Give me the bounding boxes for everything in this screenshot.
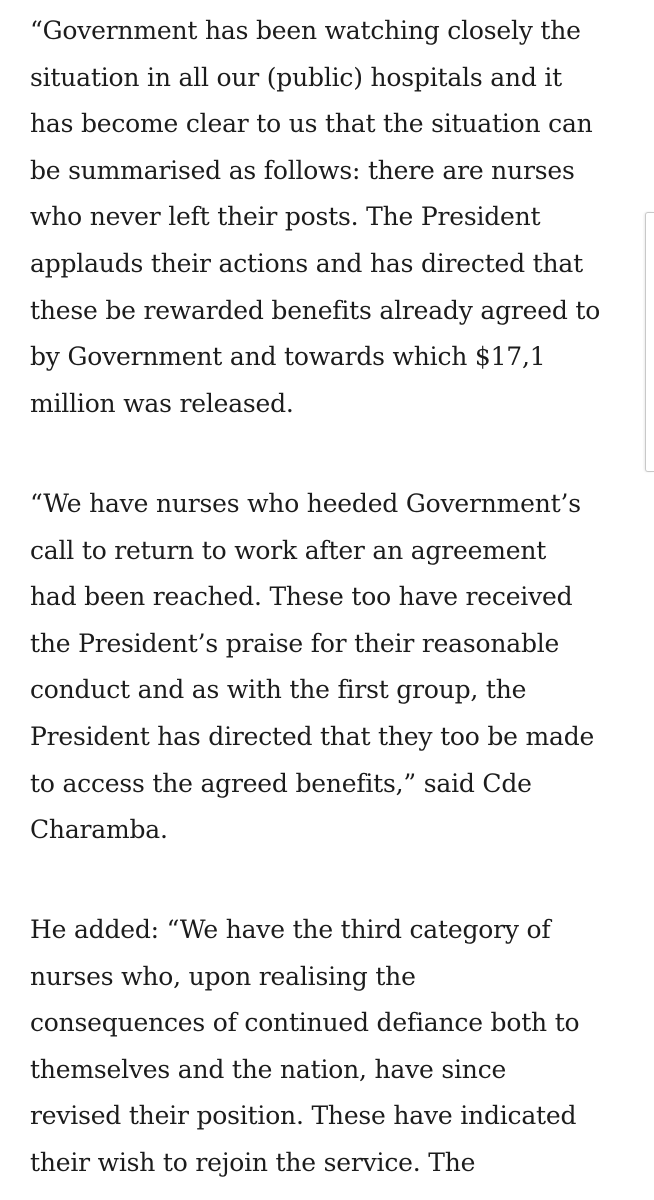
paragraph-line: themselves and the nation, have since bbox=[30, 1054, 507, 1084]
paragraph-line: “Government has been watching closely the bbox=[30, 16, 581, 45]
scrollbar-thumb[interactable] bbox=[645, 212, 654, 472]
paragraph-line: call to return to work after an agreement bbox=[30, 535, 547, 565]
paragraph-line: their wish to rejoin the service. The bbox=[30, 1147, 476, 1177]
paragraph-line: the President’s praise for their reasonable bbox=[30, 628, 560, 658]
paragraph-line: Charamba. bbox=[30, 815, 168, 845]
paragraph-line: conduct and as with the first group, the bbox=[30, 675, 527, 705]
paragraph-line: these be rewarded benefits already agreed to bbox=[30, 295, 601, 325]
paragraph-line: to access the agreed benefits,” said Cde bbox=[30, 768, 532, 798]
paragraph-1 bbox=[30, 8, 600, 427]
paragraph-line: had been reached. These too have received bbox=[30, 582, 573, 612]
paragraph-line: by Government and towards which $17,1 bbox=[30, 342, 546, 372]
paragraph-line: “We have nurses who heeded Government’s bbox=[30, 489, 581, 518]
paragraph-3 bbox=[30, 907, 579, 1187]
paragraph-line: He added: “We have the third category of bbox=[30, 915, 551, 944]
paragraph-line: who never left their posts. The President bbox=[30, 202, 541, 232]
paragraph-line: million was released. bbox=[30, 388, 294, 418]
paragraph-line: has become clear to us that the situation can bbox=[30, 109, 593, 139]
paragraph-line: revised their position. These have indicated bbox=[30, 1101, 577, 1131]
paragraph-line: President has directed that they too be made bbox=[30, 721, 595, 751]
paragraph-line: consequences of continued defiance both to bbox=[30, 1008, 580, 1038]
paragraph-line: nurses who, upon realising the bbox=[30, 961, 416, 991]
paragraph-line: applauds their actions and has directed that bbox=[30, 248, 583, 278]
paragraph-2 bbox=[30, 481, 594, 854]
paragraph-line: situation in all our (public) hospitals and it bbox=[30, 62, 563, 92]
paragraph-line: be summarised as follows: there are nurses bbox=[30, 155, 575, 185]
